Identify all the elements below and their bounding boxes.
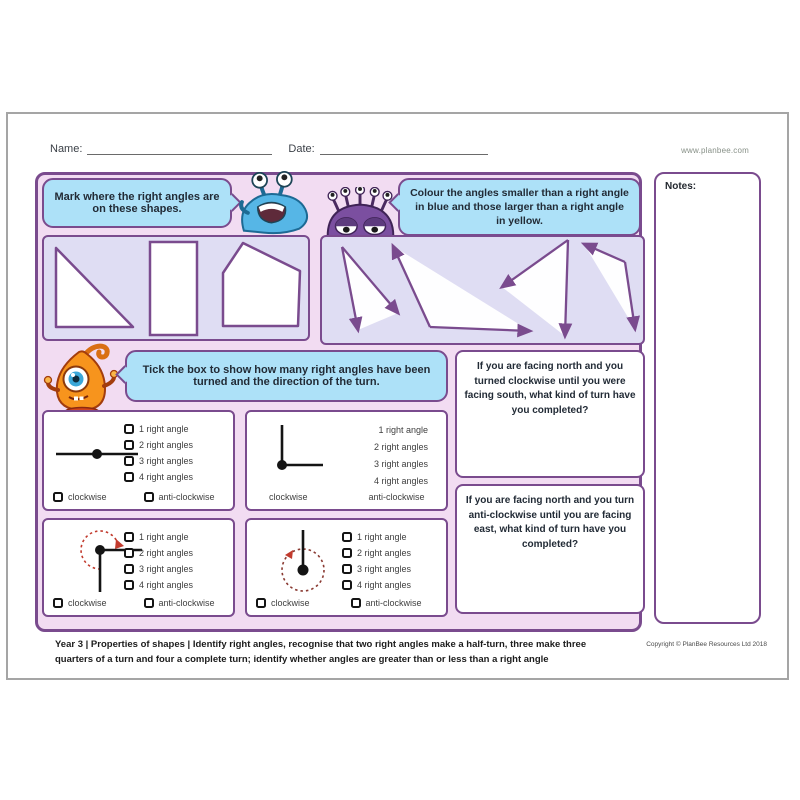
shapes-illustration bbox=[44, 237, 307, 338]
speech-bubble-tick-box bbox=[125, 350, 448, 402]
turn-diagram-full-icon bbox=[271, 524, 341, 598]
direction-label: anti-clockwise bbox=[365, 598, 422, 608]
turn-option-label: 2 right angles bbox=[139, 548, 194, 558]
purple-monster-illustration bbox=[324, 187, 397, 241]
turn-option-label: 2 right angles bbox=[357, 548, 412, 558]
checkbox-4-right-angles[interactable] bbox=[342, 580, 352, 590]
turn-option-label: 2 right angles bbox=[373, 441, 428, 452]
checkbox-anti-clockwise[interactable] bbox=[351, 598, 361, 608]
checkbox-1-right-angle[interactable] bbox=[124, 424, 134, 434]
direction-row bbox=[53, 598, 228, 608]
turn-options-list bbox=[124, 529, 193, 593]
checkbox-1-right-angle[interactable] bbox=[342, 532, 352, 542]
turn-option-label: 4 right angles bbox=[139, 580, 194, 590]
turn-option-row bbox=[342, 577, 411, 593]
checkbox-2-right-angles[interactable] bbox=[124, 440, 134, 450]
turn-option-label: 3 right angles bbox=[357, 564, 412, 574]
notes-panel[interactable] bbox=[654, 172, 761, 624]
speech-bubble-mark-angles bbox=[42, 178, 232, 228]
orange-one-eye-monster-icon bbox=[43, 342, 122, 417]
turn-option-label: 1 right angle bbox=[139, 532, 189, 542]
turn-option-label: 3 right angles bbox=[139, 456, 194, 466]
turn-option-label: 4 right angles bbox=[357, 580, 412, 590]
rectangle-shape bbox=[150, 242, 197, 335]
turn-option-row bbox=[336, 421, 428, 438]
checkbox-clockwise[interactable] bbox=[53, 598, 63, 608]
turn-option-row bbox=[342, 545, 411, 561]
blue-monster-illustration bbox=[234, 171, 313, 240]
question-box-1 bbox=[455, 350, 645, 478]
direction-label: anti-clockwise bbox=[368, 492, 425, 502]
direction-label: clockwise bbox=[271, 598, 310, 608]
question-2-text: If you are facing north and you turn anti-clockwise until you are facing east, what kind of turn have you completed? bbox=[465, 495, 635, 550]
speech-bubble-colour-angles-text: Colour the angles smaller than a right angle in blue and those larger than a right angle in yellow. bbox=[410, 186, 629, 228]
turn-option-label: 2 right angles bbox=[139, 440, 194, 450]
direction-row bbox=[53, 492, 228, 502]
question-1-text: If you are facing north and you turned clockwise until you were facing south, what kind of turn have you completed? bbox=[464, 361, 636, 416]
direction-row bbox=[269, 492, 441, 502]
turn-option-row bbox=[124, 421, 193, 437]
checkbox-4-right-angles[interactable] bbox=[124, 472, 134, 482]
speech-bubble-tick-box-text: Tick the box to show how many right angles have been turned and the direction of the turn. bbox=[142, 364, 431, 388]
header-row bbox=[50, 142, 749, 155]
direction-label: clockwise bbox=[269, 492, 308, 502]
checkbox-1-right-angle[interactable] bbox=[124, 532, 134, 542]
worksheet-page bbox=[6, 112, 789, 680]
turn-option-row bbox=[124, 453, 193, 469]
checkbox-clockwise[interactable] bbox=[256, 598, 266, 608]
checkbox-3-right-angles[interactable] bbox=[342, 564, 352, 574]
angle-wedge bbox=[584, 244, 635, 329]
checkbox-3-right-angles[interactable] bbox=[124, 456, 134, 466]
turn-options-list bbox=[336, 421, 428, 489]
copyright-text: Copyright © PlanBee Resources Ltd 2018 bbox=[646, 641, 767, 648]
question-box-2 bbox=[455, 484, 645, 614]
turn-option-label: 1 right angle bbox=[378, 424, 428, 435]
turn-option-label: 4 right angles bbox=[373, 475, 428, 486]
turn-option-row bbox=[124, 561, 193, 577]
turn-box-full bbox=[245, 518, 448, 617]
turn-option-label: 3 right angles bbox=[373, 458, 428, 469]
direction-label: anti-clockwise bbox=[158, 598, 215, 608]
turn-option-row bbox=[342, 529, 411, 545]
turn-option-row bbox=[336, 472, 428, 489]
direction-label: clockwise bbox=[68, 598, 107, 608]
turn-box-half bbox=[42, 410, 235, 511]
turn-option-row bbox=[336, 455, 428, 472]
turn-option-row bbox=[124, 529, 193, 545]
turn-option-row bbox=[124, 545, 193, 561]
date-input-line[interactable] bbox=[320, 142, 488, 155]
date-label: Date: bbox=[288, 143, 315, 155]
notes-label: Notes: bbox=[665, 181, 697, 192]
direction-label: clockwise bbox=[68, 492, 107, 502]
checkbox-clockwise[interactable] bbox=[53, 492, 63, 502]
checkbox-anti-clockwise[interactable] bbox=[144, 598, 154, 608]
turn-option-label: 3 right angles bbox=[139, 564, 194, 574]
turn-option-label: 1 right angle bbox=[357, 532, 407, 542]
checkbox-anti-clockwise[interactable] bbox=[144, 492, 154, 502]
checkbox-4-right-angles[interactable] bbox=[124, 580, 134, 590]
purple-multi-eye-monster-icon bbox=[324, 187, 397, 236]
turn-option-row bbox=[124, 469, 193, 485]
turn-diagram-quarter-icon bbox=[269, 420, 329, 475]
turn-options-list bbox=[342, 529, 411, 593]
right-triangle-shape bbox=[56, 248, 133, 327]
blue-slug-monster-icon bbox=[234, 171, 313, 235]
direction-row bbox=[256, 598, 441, 608]
turn-option-row bbox=[124, 577, 193, 593]
checkbox-2-right-angles[interactable] bbox=[124, 548, 134, 558]
checkbox-2-right-angles[interactable] bbox=[342, 548, 352, 558]
website-link[interactable]: www.planbee.com bbox=[681, 146, 749, 155]
speech-bubble-mark-angles-text: Mark where the right angles are on these shapes. bbox=[54, 191, 220, 215]
pentagon-shape bbox=[223, 243, 300, 326]
speech-bubble-colour-angles bbox=[398, 178, 641, 236]
worksheet-main bbox=[35, 172, 642, 632]
turn-option-row bbox=[124, 437, 193, 453]
turn-box-quarter bbox=[245, 410, 448, 511]
name-label: Name: bbox=[50, 143, 83, 155]
turn-option-row bbox=[336, 438, 428, 455]
turn-option-label: 1 right angle bbox=[139, 424, 189, 434]
turn-option-label: 4 right angles bbox=[139, 472, 194, 482]
turn-options-list bbox=[124, 421, 193, 485]
name-input-line[interactable] bbox=[87, 142, 272, 155]
angles-illustration bbox=[322, 237, 642, 342]
turn-option-row bbox=[342, 561, 411, 577]
lesson-description: Year 3 | Properties of shapes | Identify right angles, recognise that two right angles make a half-turn, three make three quarters of a turn and four a complete turn; identify whether angles are greater than or less than a right angle bbox=[55, 639, 587, 665]
turn-box-three-quarter bbox=[42, 518, 235, 617]
direction-label: anti-clockwise bbox=[158, 492, 215, 502]
checkbox-3-right-angles[interactable] bbox=[124, 564, 134, 574]
angles-panel bbox=[320, 235, 645, 345]
shapes-panel bbox=[42, 235, 310, 341]
